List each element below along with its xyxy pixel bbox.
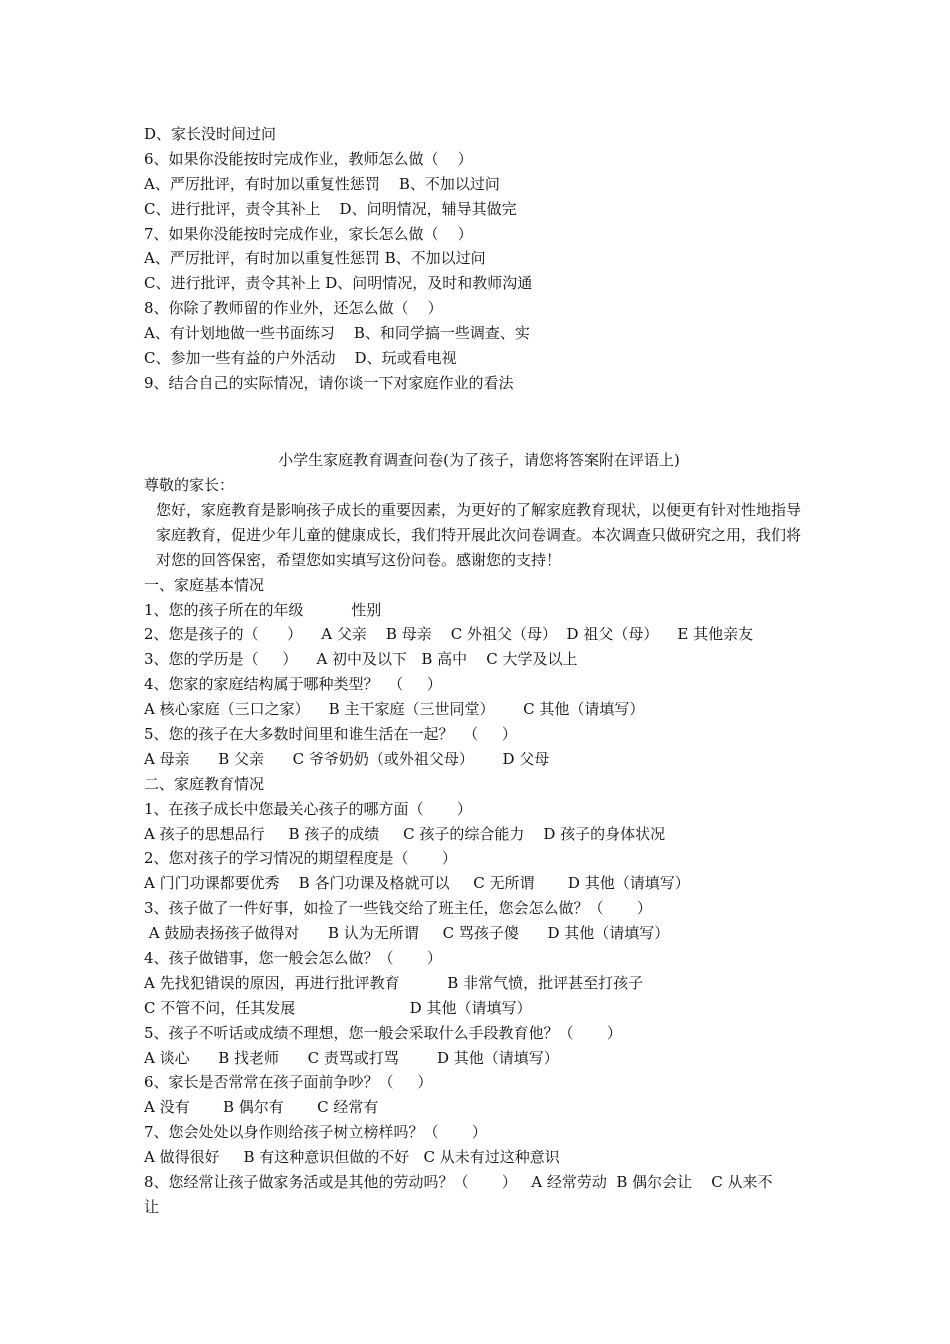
question-line: 2、您是孩子的（ ） A 父亲 B 母亲 C 外祖父（母） D 祖父（母） E 其他亲友 bbox=[144, 625, 754, 644]
option-line: C 不管不问，任其发展 D 其他（请填写） bbox=[144, 998, 532, 1017]
option-line: A、有计划地做一些书面练习 B、和同学搞一些调查、实 bbox=[144, 324, 530, 343]
option-line: C、进行批评，责令其补上 D、问明情况，及时和教师沟通 bbox=[144, 274, 533, 293]
section-heading: 二、家庭教育情况 bbox=[144, 774, 265, 793]
option-line: A、严厉批评，有时加以重复性惩罚 B、不加以过问 bbox=[144, 174, 500, 193]
section-heading: 一、家庭基本情况 bbox=[144, 575, 265, 594]
option-line: A 核心家庭（三口之家） B 主干家庭（三世同堂） C 其他（请填写） bbox=[144, 700, 645, 719]
question-line: 7、您会处处以身作则给孩子树立榜样吗？（ ） bbox=[144, 1123, 487, 1142]
question-line: 6、如果你没能按时完成作业，教师怎么做（ ） bbox=[144, 149, 473, 168]
intro-paragraph: 您好，家庭教育是影响孩子成长的重要因素，为更好的了解家庭教育现状，以便更有针对性地指导家庭教育，促进少年儿童的健康成长，我们特开展此次问卷调查。本次调查只做研究之用，我们将对您的回答保密，希望您如实填写这份问卷。感谢您的支持！ bbox=[156, 500, 802, 569]
greeting: 尊敬的家长： bbox=[144, 476, 235, 494]
option-line: A 做得很好 B 有这种意识但做的不好 C 从未有过这种意识 bbox=[144, 1148, 560, 1167]
text-line: 让 bbox=[144, 1197, 160, 1216]
option-line: A 母亲 B 父亲 C 爷爷奶奶（或外祖父母） D 父母 bbox=[144, 749, 550, 768]
option-line: A 孩子的思想品行 B 孩子的成绩 C 孩子的综合能力 D 孩子的身体状况 bbox=[144, 824, 666, 843]
question-line: 7、如果你没能按时完成作业，家长怎么做（ ） bbox=[144, 224, 473, 243]
question-line: 6、家长是否常常在孩子面前争吵？（ ） bbox=[144, 1073, 433, 1092]
option-line: C、进行批评，责令其补上 D、问明情况，辅导其做完 bbox=[144, 199, 517, 218]
question-line: 8、您经常让孩子做家务活或是其他的劳动吗？（ ） A 经常劳动 B 偶尔会让 C 从来不 bbox=[144, 1172, 773, 1191]
question-line: 5、您的孩子在大多数时间里和谁生活在一起？ （ ） bbox=[144, 724, 517, 743]
question-line: 3、孩子做了一件好事，如捡了一些钱交给了班主任，您会怎么做？（ ） bbox=[144, 899, 652, 918]
option-line: C、参加一些有益的户外活动 D、玩或看电视 bbox=[144, 349, 457, 368]
question-line: 2、您对孩子的学习情况的期望程度是（ ） bbox=[144, 849, 457, 868]
option-line: A 没有 B 偶尔有 C 经常有 bbox=[144, 1098, 379, 1117]
question-line: 1、您的孩子所在的年级 性别 bbox=[144, 600, 382, 619]
text-line: D、家长没时间过问 bbox=[144, 125, 277, 143]
option-line: A 门门功课都要优秀 B 各门功课及格就可以 C 无所谓 D 其他（请填写） bbox=[144, 874, 690, 893]
survey-title: 小学生家庭教育调查问卷(为了孩子，请您将答案附在评语上) bbox=[278, 451, 680, 469]
option-line: A 谈心 B 找老师 C 责骂或打骂 D 其他（请填写） bbox=[144, 1048, 559, 1067]
option-line: A 鼓励表扬孩子做得对 B 认为无所谓 C 骂孩子傻 D 其他（请填写） bbox=[144, 924, 670, 943]
homework-questions bbox=[144, 122, 814, 396]
question-line: 1、在孩子成长中您最关心孩子的哪方面（ ） bbox=[144, 799, 472, 818]
question-line: 4、孩子做错事，您一般会怎么做？（ ） bbox=[144, 948, 442, 967]
question-line: 5、孩子不听话或成绩不理想，您一般会采取什么手段教育他？（ ） bbox=[144, 1023, 622, 1042]
question-line: 4、您家的家庭结构属于哪种类型？ （ ） bbox=[144, 675, 442, 694]
question-line: 3、您的学历是（ ） A 初中及以下 B 高中 C 大学及以上 bbox=[144, 650, 578, 669]
question-line: 8、你除了教师留的作业外，还怎么做（ ） bbox=[144, 299, 443, 318]
option-line: A、严厉批评，有时加以重复性惩罚 B、不加以过问 bbox=[144, 249, 486, 268]
survey-body bbox=[144, 473, 814, 1220]
question-line: 9、结合自己的实际情况，请你谈一下对家庭作业的看法 bbox=[144, 373, 514, 392]
option-line: A 先找犯错误的原因，再进行批评教育 B 非常气愤，批评甚至打孩子 bbox=[144, 973, 644, 992]
